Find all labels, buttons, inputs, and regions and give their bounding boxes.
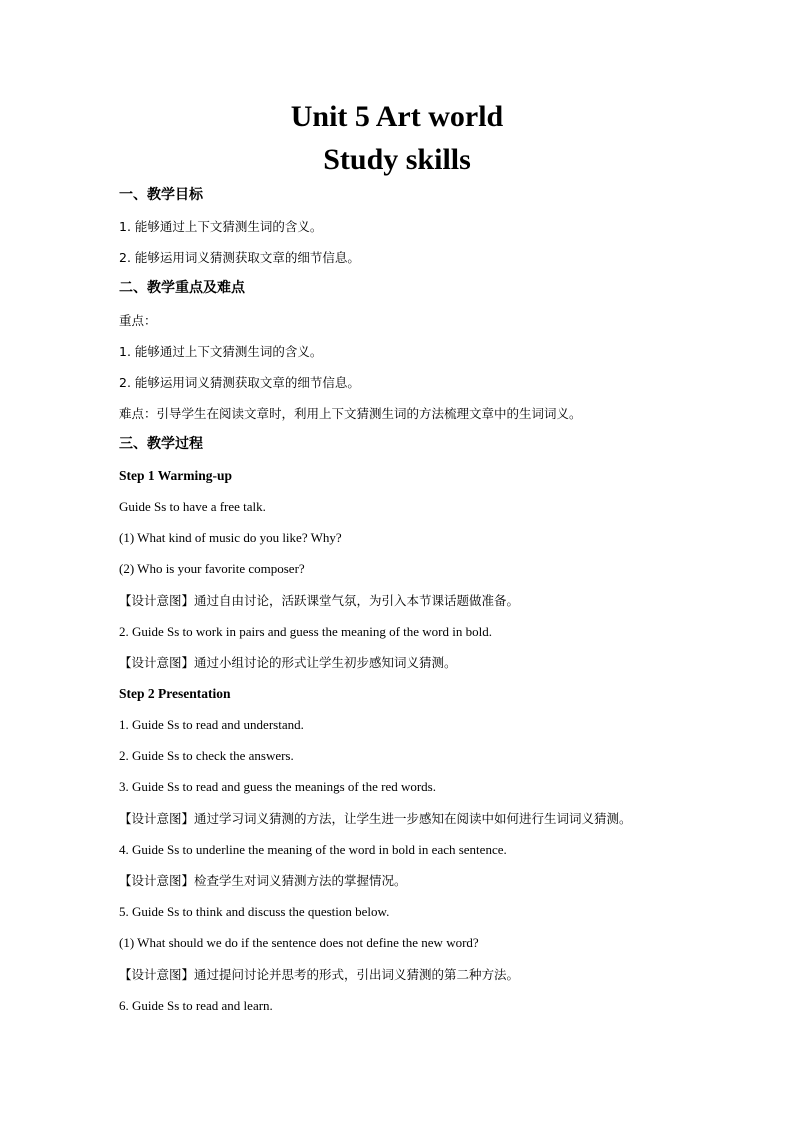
document-title: Unit 5 Art world (290, 100, 504, 133)
key-point-item-2: 2. 能够运用词义猜测获取文章的细节信息。 (119, 375, 360, 390)
design-intent-note: 【设计意图】通过学习词义猜测的方法，让学生进一步感知在阅读中如何进行生词词义猜测。 (119, 811, 632, 826)
process-line: Guide Ss to have a free talk. (119, 499, 266, 514)
section-heading-key-points: 二、教学重点及难点 (119, 280, 245, 296)
difficult-point: 难点：引导学生在阅读文章时，利用上下文猜测生词的方法梳理文章中的生词词义。 (119, 406, 582, 421)
key-points-label: 重点： (119, 313, 157, 328)
process-line: 5. Guide Ss to think and discuss the question below. (119, 904, 390, 919)
design-intent-note: 【设计意图】通过提问讨论并思考的形式，引出词义猜测的第二种方法。 (119, 967, 520, 982)
process-line: 2. Guide Ss to check the answers. (119, 748, 294, 763)
section-heading-objectives: 一、教学目标 (119, 187, 203, 203)
process-line: 1. Guide Ss to read and understand. (119, 717, 304, 732)
section-heading-process: 三、教学过程 (119, 436, 203, 452)
process-line: (2) Who is your favorite composer? (119, 561, 305, 576)
process-line: 2. Guide Ss to work in pairs and guess the meaning of the word in bold. (119, 624, 492, 639)
objective-item-2: 2. 能够运用词义猜测获取文章的细节信息。 (119, 250, 360, 265)
design-intent-note: 【设计意图】通过小组讨论的形式让学生初步感知词义猜测。 (119, 655, 457, 670)
process-line: 3. Guide Ss to read and guess the meanings of the red words. (119, 779, 436, 794)
process-line: 4. Guide Ss to underline the meaning of the word in bold in each sentence. (119, 842, 507, 857)
process-line: (1) What kind of music do you like? Why? (119, 530, 342, 545)
process-line: (1) What should we do if the sentence does not define the new word? (119, 935, 479, 950)
key-point-item-1: 1. 能够通过上下文猜测生词的含义。 (119, 344, 323, 359)
objective-item-1: 1. 能够通过上下文猜测生词的含义。 (119, 219, 323, 234)
step-heading-warming-up: Step 1 Warming-up (119, 468, 233, 483)
step-heading-presentation: Step 2 Presentation (119, 686, 231, 701)
design-intent-note: 【设计意图】检查学生对词义猜测方法的掌握情况。 (119, 873, 407, 888)
process-line: 6. Guide Ss to read and learn. (119, 998, 273, 1013)
design-intent-note: 【设计意图】通过自由讨论，活跃课堂气氛，为引入本节课话题做准备。 (119, 593, 520, 608)
document-subtitle: Study skills (323, 143, 471, 176)
